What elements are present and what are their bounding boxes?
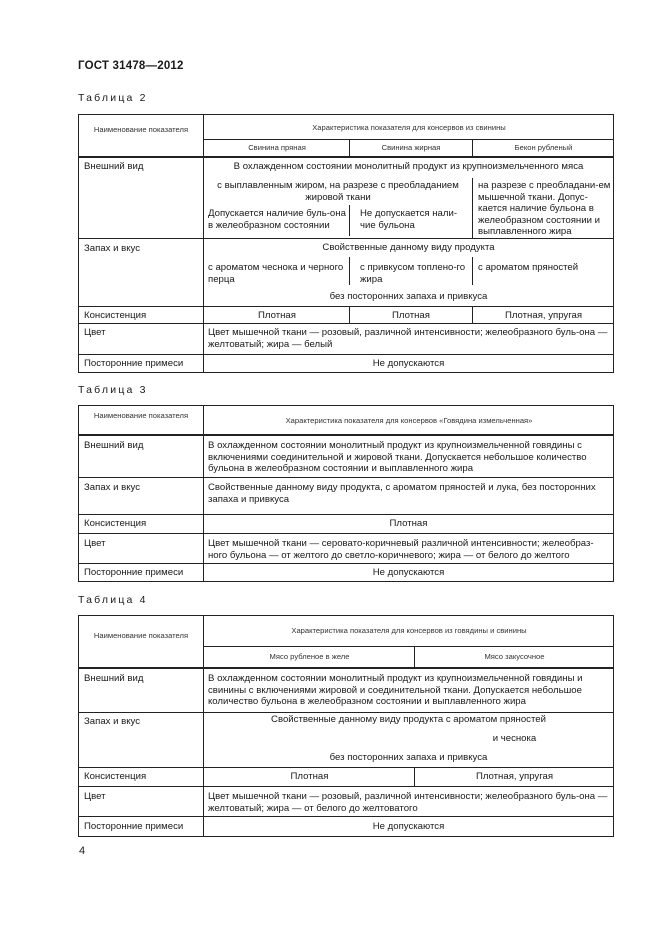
table-3-head-param: Наименование показателя bbox=[93, 411, 189, 420]
table-2-smell-all: Свойственные данному виду продукта bbox=[322, 242, 495, 253]
table-2-consistency-c2: Плотная bbox=[392, 310, 430, 321]
table-2-appearance-c3: на разрезе с преобладани-ем мышечной ткани. Допус-кается наличие бульона в желеобразном состоянии и выплавленного жира bbox=[478, 180, 611, 237]
table-2-smell-c2: с привкусом топлено-го жира bbox=[360, 262, 466, 285]
table-4-head-param: Наименование показателя bbox=[93, 631, 189, 640]
table-3-row-color-name: Цвет bbox=[84, 538, 106, 549]
table-2-row-color-name: Цвет bbox=[84, 327, 106, 338]
table-4-caption: Таблица 4 bbox=[78, 594, 148, 606]
table-2-col-3: Бекон рубленый bbox=[514, 143, 573, 152]
table-4-consistency-c1: Плотная bbox=[290, 771, 329, 782]
table-3-consistency-value: Плотная bbox=[389, 518, 428, 529]
table-3-row-smell-name: Запах и вкус bbox=[84, 482, 141, 493]
table-2-row-appearance-name: Внешний вид bbox=[84, 161, 144, 172]
table-3 bbox=[78, 405, 614, 582]
table-2-col-1: Свинина пряная bbox=[248, 143, 306, 152]
table-3-row-appearance-name: Внешний вид bbox=[84, 440, 144, 451]
table-4-head-group: Характеристика показателя для консервов из говядины и свинины bbox=[291, 626, 527, 635]
table-2-consistency-c1: Плотная bbox=[258, 310, 296, 321]
table-2 bbox=[78, 114, 614, 373]
table-2-head-group: Характеристика показателя для консервов из свинины bbox=[312, 123, 506, 132]
table-4-smell-bottom: без посторонних запаха и привкуса bbox=[329, 752, 488, 763]
table-3-row-consistency-name: Консистенция bbox=[84, 518, 147, 529]
table-4-row-appearance-name: Внешний вид bbox=[84, 673, 144, 684]
table-4-impurities-value: Не допускаются bbox=[372, 821, 445, 832]
table-4-smell-c2: и чеснока bbox=[492, 733, 537, 744]
table-4-row-smell-name: Запах и вкус bbox=[84, 716, 141, 727]
table-3-impurities-value: Не допускаются bbox=[372, 567, 445, 578]
table-3-color-value: Цвет мышечной ткани — серовато-коричневый различной интенсивности; желеобраз-ного бульона — от желтого до светло-коричневого; жира — от белого до желтого bbox=[208, 538, 594, 561]
table-4 bbox=[78, 615, 614, 837]
page-number: 4 bbox=[79, 845, 86, 857]
table-2-smell-bottom: без посторонних запаха и привкуса bbox=[329, 291, 488, 302]
table-2-appearance-all: В охлажденном состоянии монолитный продукт из крупноизмельченного мяса bbox=[233, 161, 584, 172]
table-4-col-1: Мясо рубленое в желе bbox=[269, 652, 350, 661]
table-2-caption: Таблица 2 bbox=[78, 92, 148, 104]
table-4-row-consistency-name: Консистенция bbox=[84, 771, 147, 782]
table-2-row-impurities-name: Посторонние примеси bbox=[84, 358, 184, 369]
table-4-appearance-value: В охлажденном состоянии монолитный продукт из крупноизмельченной говядины и свинины с включениями жировой и соединительной ткани. Допускается небольшое количество бульона в желеобразном состоянии и выплавленного жира bbox=[208, 673, 583, 707]
table-2-color-value: Цвет мышечной ткани — розовый, различной интенсивности; желеобразного буль-она — желтоватый; жира — белый bbox=[208, 327, 608, 350]
table-3-smell-value: Свойственные данному виду продукта, с ароматом пряностей и лука, без посторонних запаха и привкуса bbox=[208, 482, 596, 505]
document-header: ГОСТ 31478—2012 bbox=[78, 60, 184, 72]
table-2-appearance-c1: Допускается наличие буль-она в желеобразном состоянии bbox=[208, 208, 346, 231]
table-2-row-consistency-name: Консистенция bbox=[84, 310, 147, 321]
table-2-impurities-value: Не допускаются bbox=[372, 358, 445, 369]
table-3-row-impurities-name: Посторонние примеси bbox=[84, 567, 184, 578]
table-2-appearance-c12: с выплавленным жиром, на разрезе с преобладанием жировой ткани bbox=[217, 180, 459, 203]
table-4-smell-all: Свойственные данному виду продукта с ароматом пряностей bbox=[271, 714, 546, 725]
table-3-appearance-value: В охлажденном состоянии монолитный продукт из крупноизмельченной говядины с включениями соединительной и жировой ткани. Допускается небольшое количество бульона в желеобразном состоянии и выплавленного жира bbox=[208, 440, 587, 474]
table-2-col-2: Свинина жирная bbox=[381, 143, 441, 152]
table-4-col-2: Мясо закусочное bbox=[484, 652, 545, 661]
table-3-caption: Таблица 3 bbox=[78, 384, 148, 396]
table-2-smell-c1: с ароматом чеснока и черного перца bbox=[208, 262, 344, 285]
table-2-head-param: Наименование показателя bbox=[93, 125, 189, 134]
table-4-color-value: Цвет мышечной ткани — розовый, различной интенсивности; желеобразного буль-она — желтоватый; жира — от белого до желтоватого bbox=[208, 791, 608, 814]
table-2-row-smell-name: Запах и вкус bbox=[84, 243, 141, 254]
table-2-smell-c3: с ароматом пряностей bbox=[478, 262, 579, 273]
table-4-row-impurities-name: Посторонние примеси bbox=[84, 821, 184, 832]
table-2-consistency-c3: Плотная, упругая bbox=[504, 310, 583, 321]
table-3-head-group: Характеристика показателя для консервов «Говядина измельченная» bbox=[285, 416, 533, 425]
table-2-appearance-c2: Не допускается нали-чие бульона bbox=[360, 208, 458, 231]
table-4-row-color-name: Цвет bbox=[84, 791, 106, 802]
table-4-consistency-c2: Плотная, упругая bbox=[475, 771, 554, 782]
